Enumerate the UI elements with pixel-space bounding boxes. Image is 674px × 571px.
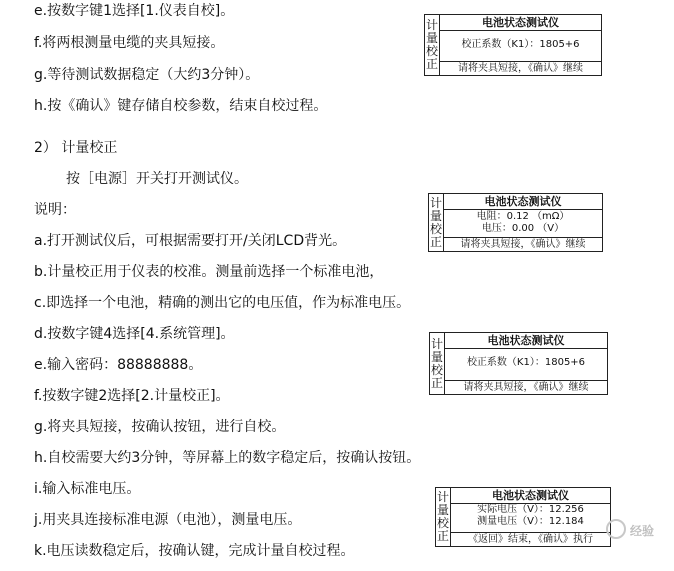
side-char: 计 bbox=[425, 18, 438, 32]
step-i: i.输入标准电压。 bbox=[34, 481, 141, 497]
panel-side-label bbox=[430, 333, 445, 394]
step-c: c.即选择一个电池，精确的测出它的电压值，作为标准电压。 bbox=[34, 295, 411, 311]
watermark bbox=[606, 515, 664, 545]
panel-footer: 请将夹具短接，《确认》继续 bbox=[445, 380, 607, 394]
step-b: b.计量校正用于仪表的校准。测量前选择一个标准电池， bbox=[34, 264, 384, 280]
panel-footer: 请将夹具短接，《确认》继续 bbox=[444, 237, 602, 251]
note-label: 说明： bbox=[34, 202, 76, 218]
side-char: 校 bbox=[430, 362, 443, 377]
side-char: 量 bbox=[430, 349, 443, 364]
step-a: a.打开测试仪后，可根据需要打开/关闭LCD背光。 bbox=[34, 233, 347, 249]
side-char: 计 bbox=[430, 336, 443, 351]
step-h2: h.自校需要大约3分钟，等屏幕上的数字稳定后，按确认按钮。 bbox=[34, 450, 421, 466]
lcd-panel-voltage-calibration bbox=[435, 487, 611, 547]
panel-side-label bbox=[429, 194, 444, 251]
panel-title: 电池状态测试仪 bbox=[451, 488, 610, 504]
side-char: 计 bbox=[429, 195, 442, 210]
side-char: 校 bbox=[425, 44, 438, 58]
panel-side-label bbox=[436, 488, 451, 546]
side-char: 校 bbox=[436, 516, 449, 530]
step-f2: f.按数字键2选择[2.计量校正]。 bbox=[34, 388, 230, 404]
calibration-factor-row: 校正系数（K1）：1805+6 bbox=[466, 357, 586, 368]
calibration-factor-row: 校正系数（K1）：1805+6 bbox=[461, 39, 580, 50]
lcd-panel-resistance-voltage bbox=[428, 193, 603, 252]
measured-voltage-row: 测量电压（V）：12.184 bbox=[477, 516, 584, 527]
panel-footer: 请将夹具短接，《确认》继续 bbox=[440, 61, 601, 75]
step-e2: e.输入密码：88888888。 bbox=[34, 357, 203, 373]
panel-title: 电池状态测试仪 bbox=[444, 194, 602, 210]
side-char: 正 bbox=[429, 234, 442, 249]
side-char: 校 bbox=[429, 221, 442, 236]
step-f1: f.将两根测量电缆的夹具短接。 bbox=[34, 35, 225, 51]
side-char: 正 bbox=[425, 57, 438, 71]
side-char: 量 bbox=[429, 208, 442, 223]
lcd-panel-calibration-factor bbox=[424, 14, 602, 76]
panel-side-label bbox=[425, 15, 440, 75]
section-heading: 2） 计量校正 bbox=[34, 140, 118, 156]
side-char: 量 bbox=[425, 31, 438, 45]
side-char: 正 bbox=[436, 529, 449, 543]
step-k: k.电压读数稳定后，按确认键，完成计量自校过程。 bbox=[34, 543, 355, 559]
step-g1: g.等待测试数据稳定（大约3分钟）。 bbox=[34, 67, 260, 83]
power-instruction: 按［电源］开关打开测试仪。 bbox=[66, 171, 248, 187]
side-char: 计 bbox=[436, 490, 449, 504]
watermark-text: 经验 bbox=[630, 524, 655, 538]
panel-footer: 《返回》结束，《确认》执行 bbox=[451, 532, 610, 546]
actual-voltage-row: 实际电压（V）：12.256 bbox=[477, 504, 584, 515]
step-j: j.用夹具连接标准电源（电池），测量电压。 bbox=[34, 512, 302, 528]
panel-title: 电池状态测试仪 bbox=[440, 15, 601, 31]
step-d: d.按数字键4选择[4.系统管理]。 bbox=[34, 326, 235, 342]
step-h1: h.按《确认》键存储自校参数，结束自校过程。 bbox=[34, 98, 328, 114]
side-char: 正 bbox=[430, 375, 443, 390]
lcd-panel-calibration-factor bbox=[429, 332, 608, 395]
paw-icon bbox=[606, 519, 626, 539]
resistance-row: 电阻：0.12 （mΩ） bbox=[476, 211, 570, 222]
step-e1: e.按数字键1选择[1.仪表自校]。 bbox=[34, 3, 235, 19]
panel-title: 电池状态测试仪 bbox=[445, 333, 607, 349]
voltage-row: 电压：0.00 （V） bbox=[481, 223, 565, 234]
side-char: 量 bbox=[436, 503, 449, 517]
step-g2: g.将夹具短接，按确认按钮，进行自校。 bbox=[34, 419, 286, 435]
